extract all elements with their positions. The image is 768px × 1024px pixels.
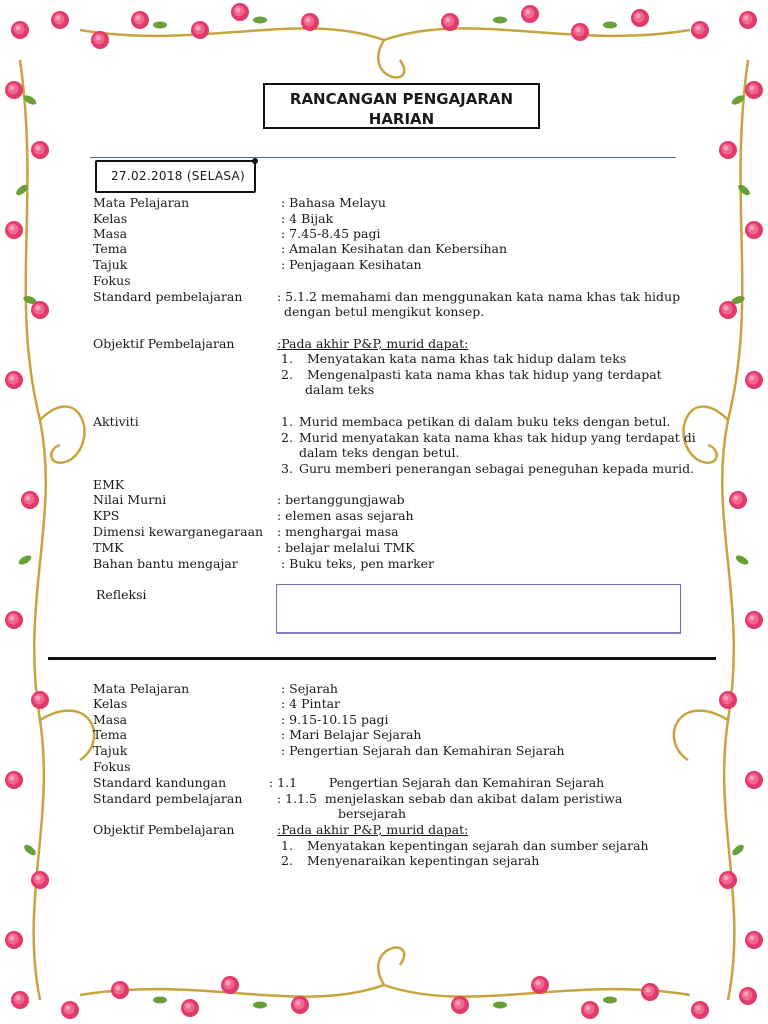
l1-aktiviti-2-cont: dalam teks dengan betul. — [299, 445, 460, 460]
l1-value-dimensi: : menghargai masa — [277, 524, 399, 539]
l2-label-mata-pelajaran: Mata Pelajaran — [93, 681, 190, 696]
l2-value-kelas: : 4 Pintar — [281, 696, 341, 711]
l1-value-kps: : elemen asas sejarah — [277, 508, 414, 523]
l1-label-kelas: Kelas — [93, 211, 128, 226]
l2-value-tema: : Mari Belajar Sejarah — [281, 727, 422, 742]
page-title: RANCANGAN PENGAJARAN HARIAN — [263, 83, 540, 129]
l1-value-tajuk: : Penjagaan Kesihatan — [281, 257, 422, 272]
l1-label-masa: Masa — [93, 226, 128, 241]
l2-value-tajuk: : Pengertian Sejarah dan Kemahiran Sejarah — [281, 743, 565, 758]
l2-objektif-2: 2. Menyenaraikan kepentingan sejarah — [281, 853, 540, 868]
l2-label-tajuk: Tajuk — [93, 743, 128, 758]
l2-label-kelas: Kelas — [93, 696, 128, 711]
l1-label-emk: EMK — [93, 477, 125, 492]
l1-value-masa: : 7.45-8.45 pagi — [281, 226, 381, 241]
l2-label-kandungan: Standard kandungan — [93, 775, 227, 790]
l1-label-objektif: Objektif Pembelajaran — [93, 336, 235, 351]
l1-label-tmk: TMK — [93, 540, 124, 555]
l1-value-bahan: : Buku teks, pen marker — [281, 556, 435, 571]
l1-value-kelas: : 4 Bijak — [281, 211, 334, 226]
l2-label-masa: Masa — [93, 712, 128, 727]
l2-standard-line2: bersejarah — [338, 806, 406, 821]
l2-label-fokus: Fokus — [93, 759, 131, 774]
l1-label-mata-pelajaran: Mata Pelajaran — [93, 195, 190, 210]
l1-label-fokus: Fokus — [93, 273, 131, 288]
l1-aktiviti-3: 3. Guru memberi penerangan sebagai peneguhan kepada murid. — [281, 461, 695, 476]
l1-aktiviti-1: 1. Murid membaca petikan di dalam buku teks dengan betul. — [281, 414, 671, 429]
l2-value-kandungan: : 1.1 Pengertian Sejarah dan Kemahiran Sejarah — [269, 775, 605, 790]
l1-label-bahan: Bahan bantu mengajar — [93, 556, 238, 571]
l1-value-mata-pelajaran: : Bahasa Melayu — [281, 195, 386, 210]
l1-label-nilai: Nilai Murni — [93, 492, 167, 507]
l2-value-masa: : 9.15-10.15 pagi — [281, 712, 389, 727]
divider-middle — [48, 657, 716, 660]
l1-label-refleksi: Refleksi — [96, 587, 147, 602]
l1-label-tajuk: Tajuk — [93, 257, 128, 272]
l2-label-tema: Tema — [93, 727, 128, 742]
date-label: 27.02.2018 (SELASA) — [95, 160, 256, 193]
l1-label-kps: KPS — [93, 508, 120, 523]
l2-standard-line1: : 1.1.5 menjelaskan sebab dan akibat dalam peristiwa — [277, 791, 623, 806]
l2-label-objektif: Objektif Pembelajaran — [93, 822, 235, 837]
refleksi-box[interactable] — [276, 584, 681, 634]
l1-label-dimensi: Dimensi kewarganegaraan — [93, 524, 264, 539]
l1-label-tema: Tema — [93, 241, 128, 256]
l2-label-standard: Standard pembelajaran — [93, 791, 243, 806]
l1-objektif-intro: :Pada akhir P&P, murid dapat: — [277, 336, 469, 351]
divider-top — [90, 157, 676, 158]
l1-value-nilai: : bertanggungjawab — [277, 492, 405, 507]
l1-value-tmk: : belajar melalui TMK — [277, 540, 415, 555]
l1-objektif-2: 2. Mengenalpasti kata nama khas tak hidup yang terdapat — [281, 367, 662, 382]
l1-label-aktiviti: Aktiviti — [93, 414, 139, 429]
l1-label-standard: Standard pembelajaran — [93, 289, 243, 304]
l1-aktiviti-2: 2. Murid menyatakan kata nama khas tak hidup yang terdapat di — [281, 430, 696, 445]
l1-objektif-1: 1. Menyatakan kata nama khas tak hidup dalam teks — [281, 351, 627, 366]
l2-objektif-intro: :Pada akhir P&P, murid dapat: — [277, 822, 469, 837]
l1-value-tema: : Amalan Kesihatan dan Kebersihan — [281, 241, 508, 256]
l1-standard-line1: : 5.1.2 memahami dan menggunakan kata nama khas tak hidup — [277, 289, 681, 304]
l2-objektif-1: 1. Menyatakan kepentingan sejarah dan sumber sejarah — [281, 838, 649, 853]
l1-standard-line2: dengan betul mengikut konsep. — [284, 304, 485, 319]
l1-objektif-2-cont: dalam teks — [305, 382, 375, 397]
l2-value-mata-pelajaran: : Sejarah — [281, 681, 338, 696]
